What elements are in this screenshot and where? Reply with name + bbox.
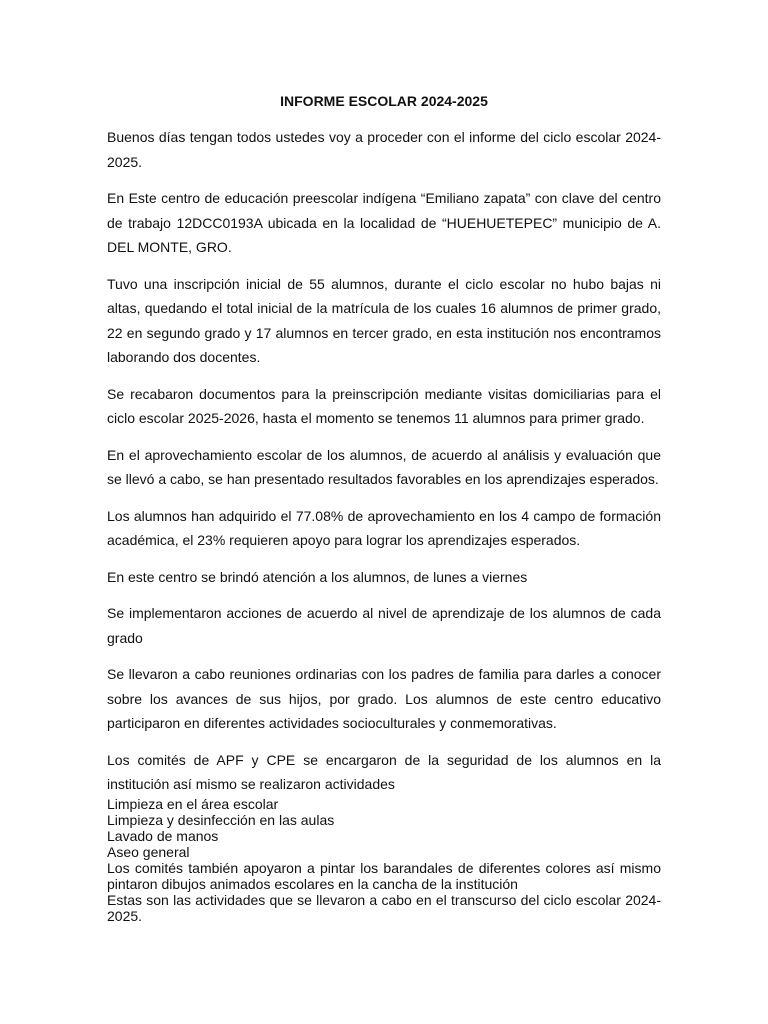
document-body bbox=[107, 125, 661, 809]
paragraph-meetings: Se llevaron a cabo reuniones ordinarias con los padres de familia para darles a conocer sobre los avances de sus hijos, por grado. Los alumnos de este centro educativo participaron en diferentes actividades socioculturales y conmemorativas. bbox=[107, 666, 661, 731]
paragraph-percentages: Los alumnos han adquirido el 77.08% de aprovechamiento en los 4 campo de formación académica, el 23% requieren apoyo para lograr los aprendizajes esperados. bbox=[107, 507, 661, 548]
list-item: Limpieza en el área escolar bbox=[107, 796, 279, 812]
list-item: Limpieza y desinfección en las aulas bbox=[107, 812, 335, 828]
paragraph-actions: Se implementaron acciones de acuerdo al nivel de aprendizaje de los alumnos de cada grado bbox=[107, 605, 661, 646]
paragraph-greeting: Buenos días tengan todos ustedes voy a proceder con el informe del ciclo escolar 2024-2025. bbox=[107, 129, 661, 170]
paragraph-committees: Los comités de APF y CPE se encargaron de la seguridad de los alumnos en la institución así mismo se realizaron actividades bbox=[107, 751, 661, 792]
paragraph-enrollment: Tuvo una inscripción inicial de 55 alumnos, durante el ciclo escolar no hubo bajas ni altas, quedando el total inicial de la matrícula de los cuales 16 alumnos de primer grado, 22 en segundo grado y 17 alumnos en tercer grado, en esta institución nos encontramos laborando dos docentes. bbox=[107, 275, 661, 365]
paragraph-school-info: En Este centro de educación preescolar indígena “Emiliano zapata” con clave del centro de trabajo 12DCC0193A ubicada en la localidad de “HUEHUETEPEC” municipio de A. DEL MONTE, GRO. bbox=[107, 190, 661, 255]
list-item: Los comités también apoyaron a pintar los barandales de diferentes colores así mismo pintaron dibujos animados escolares en la cancha de la institución bbox=[107, 860, 661, 892]
paragraph-achievement: En el aprovechamiento escolar de los alumnos, de acuerdo al análisis y evaluación que se llevó a cabo, se han presentado resultados favorables en los aprendizajes esperados. bbox=[107, 446, 661, 487]
paragraph-attention: En este centro se brindó atención a los alumnos, de lunes a viernes bbox=[107, 568, 528, 585]
list-item: Aseo general bbox=[107, 844, 190, 860]
paragraph-preinscription: Se recabaron documentos para la preinscripción mediante visitas domiciliarias para el ciclo escolar 2025-2026, hasta el momento se tenemos 11 alumnos para primer grado. bbox=[107, 385, 661, 426]
list-item: Lavado de manos bbox=[107, 828, 219, 844]
document-title: INFORME ESCOLAR 2024-2025 bbox=[280, 93, 488, 109]
activities-list bbox=[107, 796, 661, 924]
list-item: Estas son las actividades que se llevaron a cabo en el transcurso del ciclo escolar 2024-2025. bbox=[107, 892, 661, 924]
